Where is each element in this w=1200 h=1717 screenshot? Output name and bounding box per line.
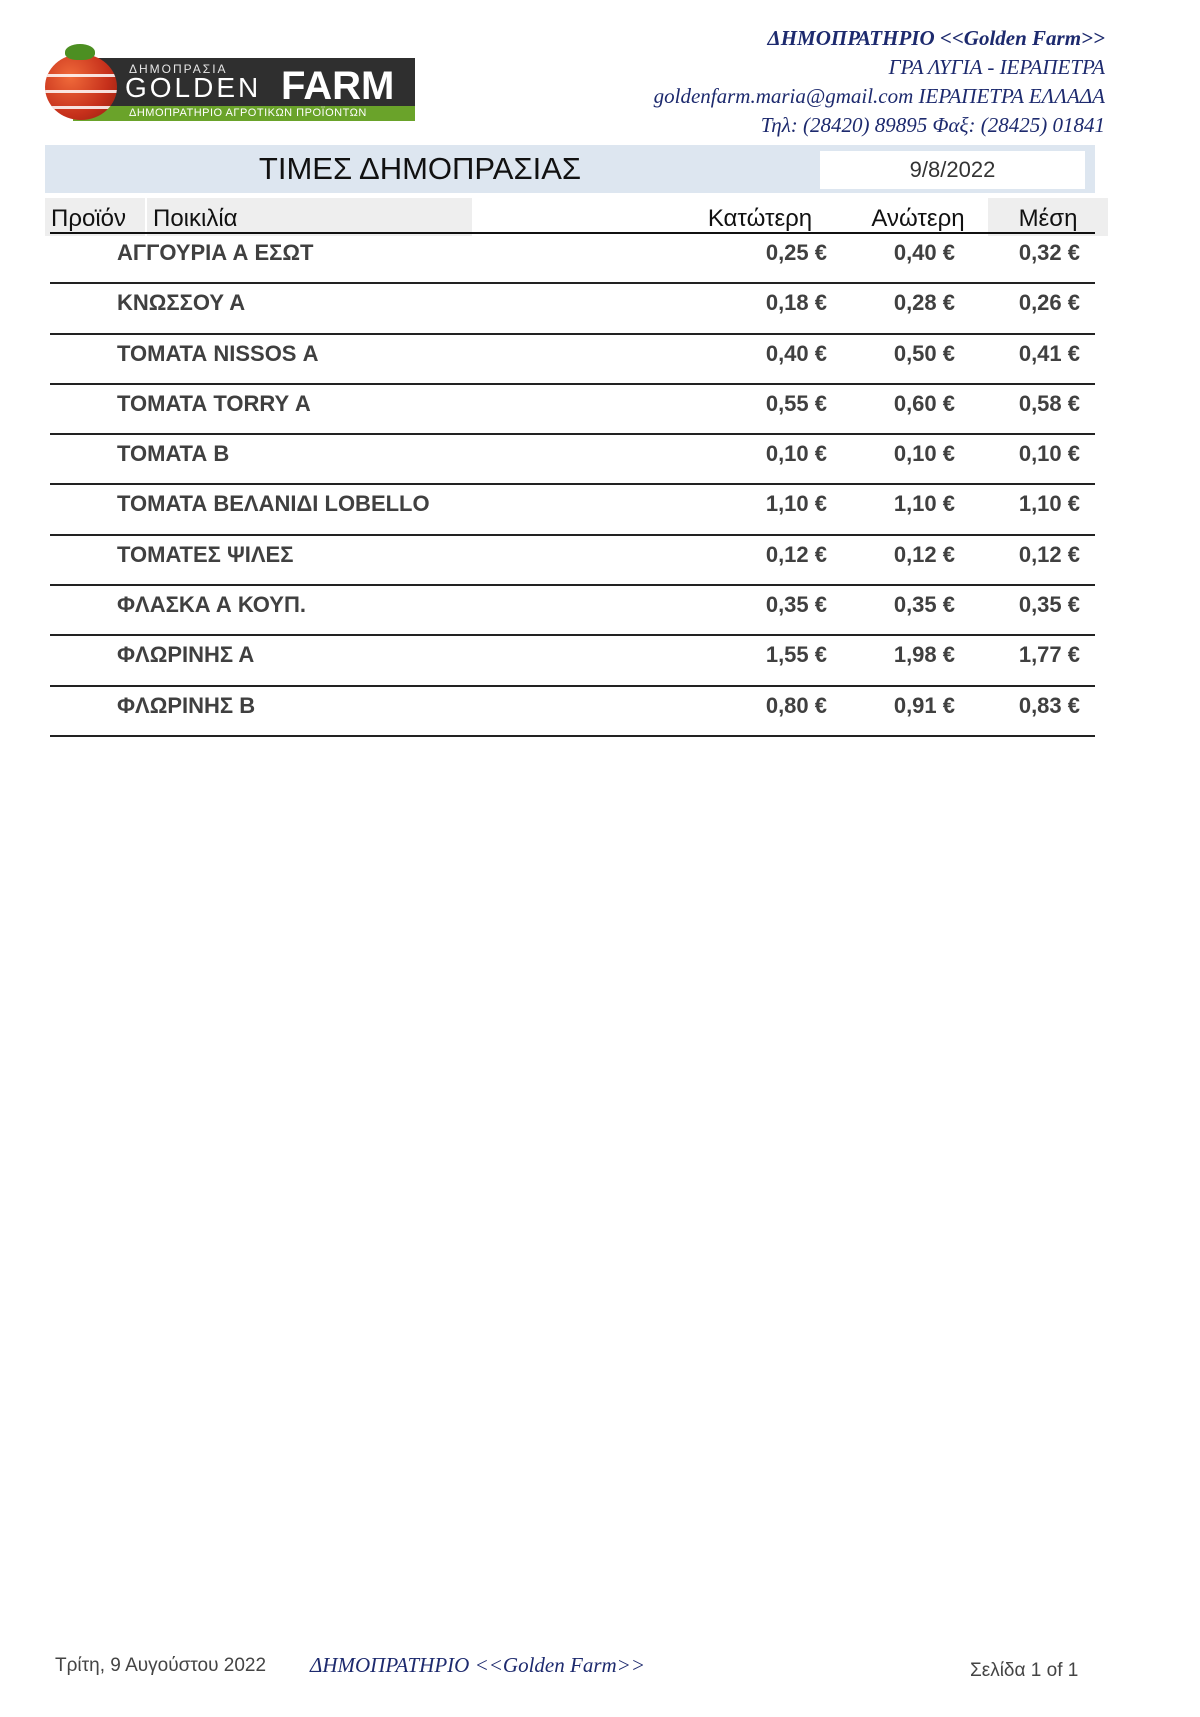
company-logo: [45, 42, 415, 122]
row-name: ΦΛΑΣΚΑ Α ΚΟΥΠ.: [117, 592, 306, 618]
row-avg: 0,32 €: [1018, 240, 1080, 265]
footer-org: ΔΗΜΟΠΡΑΤΗΡΙΟ <<Golden Farm>>: [310, 1653, 646, 1677]
row-high: 0,40 €: [893, 240, 955, 265]
table-row: [50, 586, 1095, 636]
row-low: 0,40 €: [765, 340, 827, 366]
row-name: ΤΟΜΑΤΕΣ ΨΙΛΕΣ: [117, 541, 294, 567]
contact-block: [654, 24, 1105, 140]
row-high: 0,35 €: [893, 592, 955, 618]
row-low: 0,55 €: [765, 390, 827, 416]
row-name: ΑΓΓΟΥΡΙΑ Α ΕΣΩΤ: [117, 240, 314, 265]
table-row: [50, 335, 1095, 385]
row-name: ΤΟΜΑΤΑ TORRY Α: [117, 390, 311, 416]
row-avg: 0,83 €: [1018, 692, 1080, 718]
col-header-high: Ανώτερη: [871, 205, 965, 232]
row-name: ΦΛΩΡΙΝΗΣ Α: [117, 642, 255, 668]
row-low: 1,55 €: [765, 642, 827, 668]
logo-word-farm: FARM: [281, 64, 395, 108]
row-name: ΤΟΜΑΤΑ Β: [117, 441, 230, 467]
table-row: [50, 636, 1095, 686]
row-avg: 0,26 €: [1018, 290, 1080, 316]
logo-word-golden: GOLDEN: [125, 72, 262, 103]
row-low: 0,12 €: [765, 541, 827, 567]
row-high: 1,10 €: [893, 491, 955, 517]
table-row: [50, 536, 1095, 586]
auction-date: 9/8/2022: [820, 151, 1085, 189]
row-high: 0,28 €: [893, 290, 955, 316]
col-header-product: Προϊόν: [45, 198, 145, 236]
logo-tagline: ΔΗΜΟΠΡΑΤΗΡΙΟ ΑΓΡΟΤΙΚΩΝ ΠΡΟΪΟΝΤΩΝ: [129, 107, 367, 119]
logo-subtitle: ΔΗΜΟΠΡΑΣΙΑ: [129, 62, 228, 76]
row-high: 0,10 €: [893, 441, 955, 467]
col-header-low: Κατώτερη: [707, 205, 813, 232]
table-row: [50, 687, 1095, 737]
row-high: 1,98 €: [893, 642, 955, 668]
row-avg: 0,41 €: [1018, 340, 1080, 366]
row-avg: 1,10 €: [1018, 491, 1080, 517]
table-row: [50, 385, 1095, 435]
contact-email: goldenfarm.maria@gmail.com ΙΕΡΑΠΕΤΡΑ ΕΛΛΑΔΑ: [653, 84, 1105, 108]
table-row: [50, 435, 1095, 485]
table-row: [50, 284, 1095, 334]
contact-phone: Τηλ: (28420) 89895 Φαξ: (28425) 01841: [760, 113, 1105, 137]
row-low: 0,25 €: [765, 240, 827, 265]
row-high: 0,12 €: [893, 541, 955, 567]
footer-page-number: Σελίδα 1 of 1: [970, 1660, 1079, 1681]
row-low: 0,35 €: [765, 592, 827, 618]
row-low: 0,80 €: [765, 692, 827, 718]
row-avg: 1,77 €: [1018, 642, 1080, 668]
row-avg: 0,10 €: [1018, 441, 1080, 467]
col-header-variety: Ποικιλία: [147, 198, 472, 236]
row-name: ΤΟΜΑΤΑ ΒΕΛΑΝΙΔΙ LOBELLO: [117, 491, 430, 517]
footer-date: Τρίτη, 9 Αυγούστου 2022: [55, 1655, 267, 1676]
row-high: 0,50 €: [893, 340, 955, 366]
row-high: 0,91 €: [893, 692, 955, 718]
row-name: ΤΟΜΑΤΑ NISSOS Α: [117, 340, 319, 366]
contact-address: ΓΡΑ ΛΥΓΙΑ - ΙΕΡΑΠΕΤΡΑ: [888, 55, 1105, 79]
row-high: 0,60 €: [893, 390, 955, 416]
col-header-avg: Μέση: [988, 198, 1108, 236]
title-bar: [45, 145, 1095, 193]
tomato-icon: [45, 54, 117, 120]
row-low: 0,18 €: [765, 290, 827, 316]
row-name: ΚΝΩΣΣΟΥ Α: [117, 290, 246, 316]
price-table: [50, 234, 1095, 737]
row-low: 0,10 €: [765, 441, 827, 467]
page-title: ΤΙΜΕΣ ΔΗΜΟΠΡΑΣΙΑΣ: [258, 151, 582, 186]
row-low: 1,10 €: [765, 491, 827, 517]
table-row: [50, 234, 1095, 284]
row-name: ΦΛΩΡΙΝΗΣ Β: [117, 692, 256, 718]
row-avg: 0,35 €: [1018, 592, 1080, 618]
table-row: [50, 485, 1095, 535]
leaf-icon: [65, 44, 95, 60]
row-avg: 0,12 €: [1018, 541, 1080, 567]
contact-company: ΔΗΜΟΠΡΑΤΗΡΙΟ <<Golden Farm>>: [767, 26, 1105, 50]
row-avg: 0,58 €: [1018, 390, 1080, 416]
